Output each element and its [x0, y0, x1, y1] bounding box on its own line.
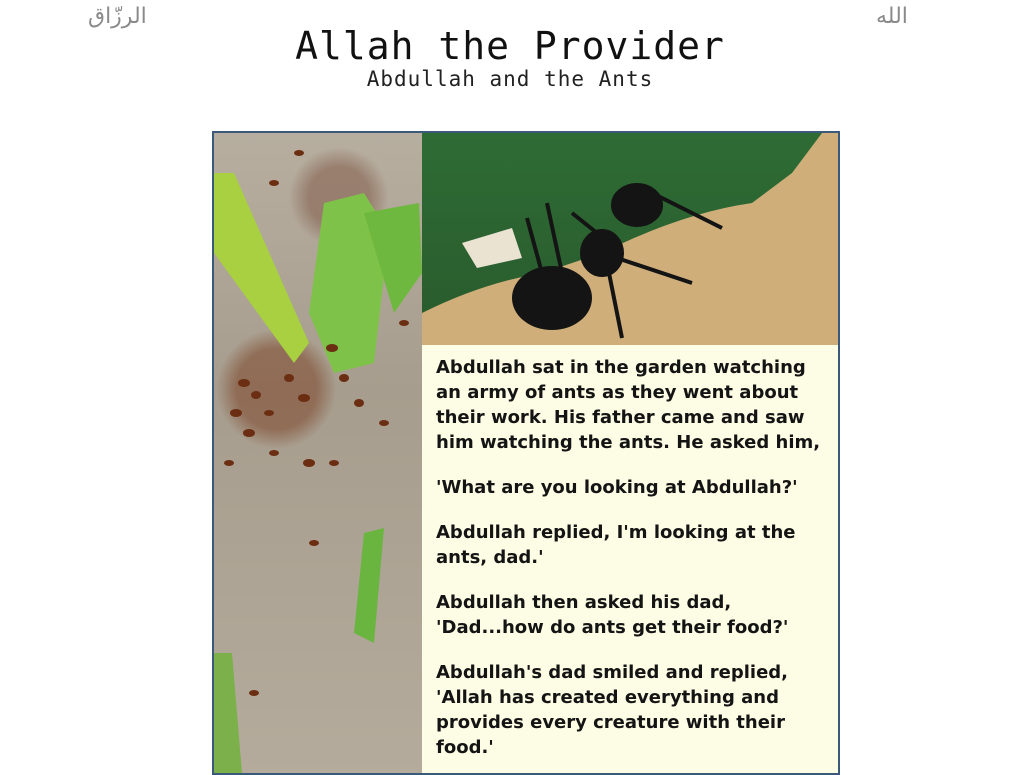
ants-on-ground-photo — [214, 133, 422, 773]
grass-blade-left — [214, 173, 309, 363]
story-paragraph-1: Abdullah sat in the garden watching an army of ants as they went about their work. His father came and saw him watching the ants. He asked him, — [436, 357, 821, 453]
story-paragraph-4: Abdullah then asked his dad, 'Dad...how do ants get their food?' — [436, 592, 789, 638]
grass-blade-lower — [354, 528, 384, 643]
page-title: Allah the Provider — [295, 24, 725, 68]
story-paragraph-5: Abdullah's dad smiled and replied, 'Allah has created everything and provides every creature with their food.' — [436, 662, 789, 758]
page-subtitle: Abdullah and the Ants — [366, 67, 654, 91]
ants-on-ground-illustration — [214, 133, 422, 773]
arabic-name-right: الله — [876, 4, 908, 29]
black-ant-illustration — [422, 133, 838, 345]
story-panel — [212, 131, 840, 775]
grass-blade-bottom — [214, 653, 242, 773]
story-text — [436, 355, 836, 775]
story-paragraph-2: 'What are you looking at Abdullah?' — [436, 477, 798, 498]
food-crumb — [462, 228, 522, 268]
black-ant-photo — [422, 133, 838, 345]
story-paragraph-3: Abdullah replied, I'm looking at the ants, dad.' — [436, 522, 796, 568]
arabic-name-left: الرزّاق — [88, 4, 147, 29]
